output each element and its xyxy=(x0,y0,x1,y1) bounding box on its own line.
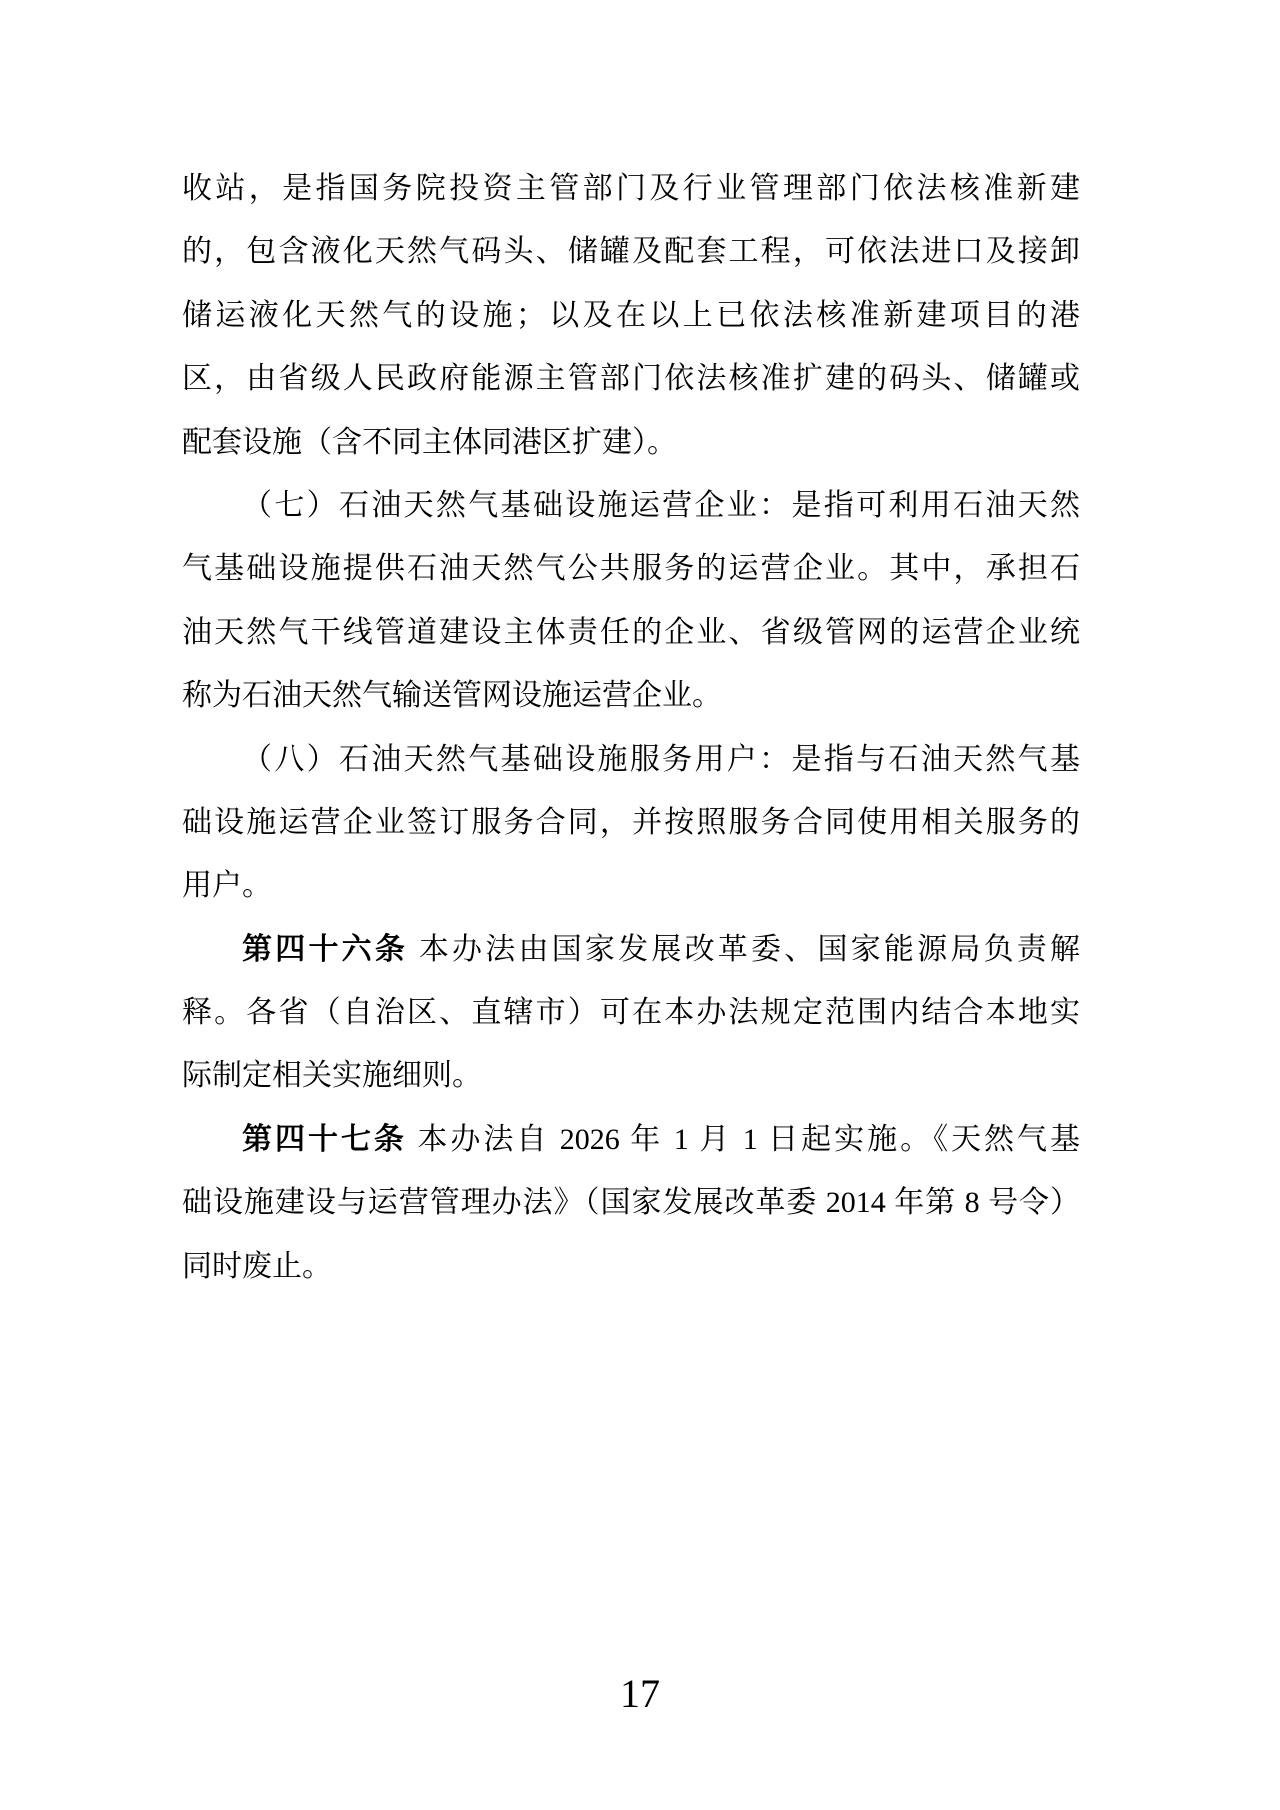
doc-line-text: 的，包含液化天然气码头、储罐及配套工程，可依法进口及接卸 xyxy=(182,235,1080,269)
doc-line-text: 气基础设施提供石油天然气公共服务的运营企业。其中，承担石 xyxy=(182,552,1080,586)
doc-line-text: 配套设施（含不同主体同港区扩建）。 xyxy=(182,425,677,459)
doc-line xyxy=(182,347,1080,410)
doc-line-text: 用户。 xyxy=(182,869,272,903)
doc-line-text: 础设施运营企业签订服务合同，并按照服务合同使用相关服务的 xyxy=(182,805,1080,839)
doc-line-text: 油天然气干线管道建设主体责任的企业、省级管网的运营企业统 xyxy=(182,615,1080,649)
page-number: 17 xyxy=(620,1671,660,1716)
doc-line xyxy=(182,1108,1080,1171)
doc-line-text: 区，由省级人民政府能源主管部门依法核准扩建的码头、储罐或 xyxy=(182,362,1080,396)
doc-line-text: 同时废止。 xyxy=(182,1249,332,1283)
doc-line xyxy=(182,728,1080,791)
doc-line xyxy=(182,220,1080,283)
doc-line xyxy=(182,791,1080,854)
article-47-heading: 第四十七条 xyxy=(242,1122,407,1156)
doc-line xyxy=(182,411,1080,474)
doc-line xyxy=(182,854,1080,917)
doc-line xyxy=(182,1235,1080,1298)
doc-line-text: 本办法由国家发展改革委、国家能源局负责解 xyxy=(408,932,1081,966)
doc-line xyxy=(182,157,1080,220)
doc-line-text: 本办法自 2026 年 1 月 1 日起实施。《天然气基 xyxy=(406,1122,1081,1156)
doc-line xyxy=(182,284,1080,347)
doc-line-text: （七）石油天然气基础设施运营企业：是指可利用石油天然 xyxy=(242,488,1080,522)
doc-line-text: 储运液化天然气的设施；以及在以上已依法核准新建项目的港 xyxy=(182,298,1080,332)
doc-line-text: 础设施建设与运营管理办法》（国家发展改革委 2014 年第 8 号令） xyxy=(182,1186,1080,1220)
article-46-heading: 第四十六条 xyxy=(242,932,409,966)
doc-line xyxy=(182,664,1080,727)
doc-line xyxy=(182,981,1080,1044)
doc-line xyxy=(182,1044,1080,1107)
doc-line-text: 收站，是指国务院投资主管部门及行业管理部门依法核准新建 xyxy=(182,172,1080,205)
doc-line xyxy=(182,918,1080,981)
doc-line-text: 称为石油天然气输送管网设施运营企业。 xyxy=(182,679,722,713)
text-block xyxy=(182,157,1080,1298)
doc-line xyxy=(182,537,1080,600)
doc-line xyxy=(182,1171,1080,1234)
doc-line-text: （八）石油天然气基础设施服务用户：是指与石油天然气基 xyxy=(242,742,1080,776)
doc-line-text: 际制定相关实施细则。 xyxy=(182,1059,482,1093)
doc-line-text: 释。各省（自治区、直辖市）可在本办法规定范围内结合本地实 xyxy=(182,996,1080,1030)
doc-line xyxy=(182,474,1080,537)
doc-line xyxy=(182,601,1080,664)
